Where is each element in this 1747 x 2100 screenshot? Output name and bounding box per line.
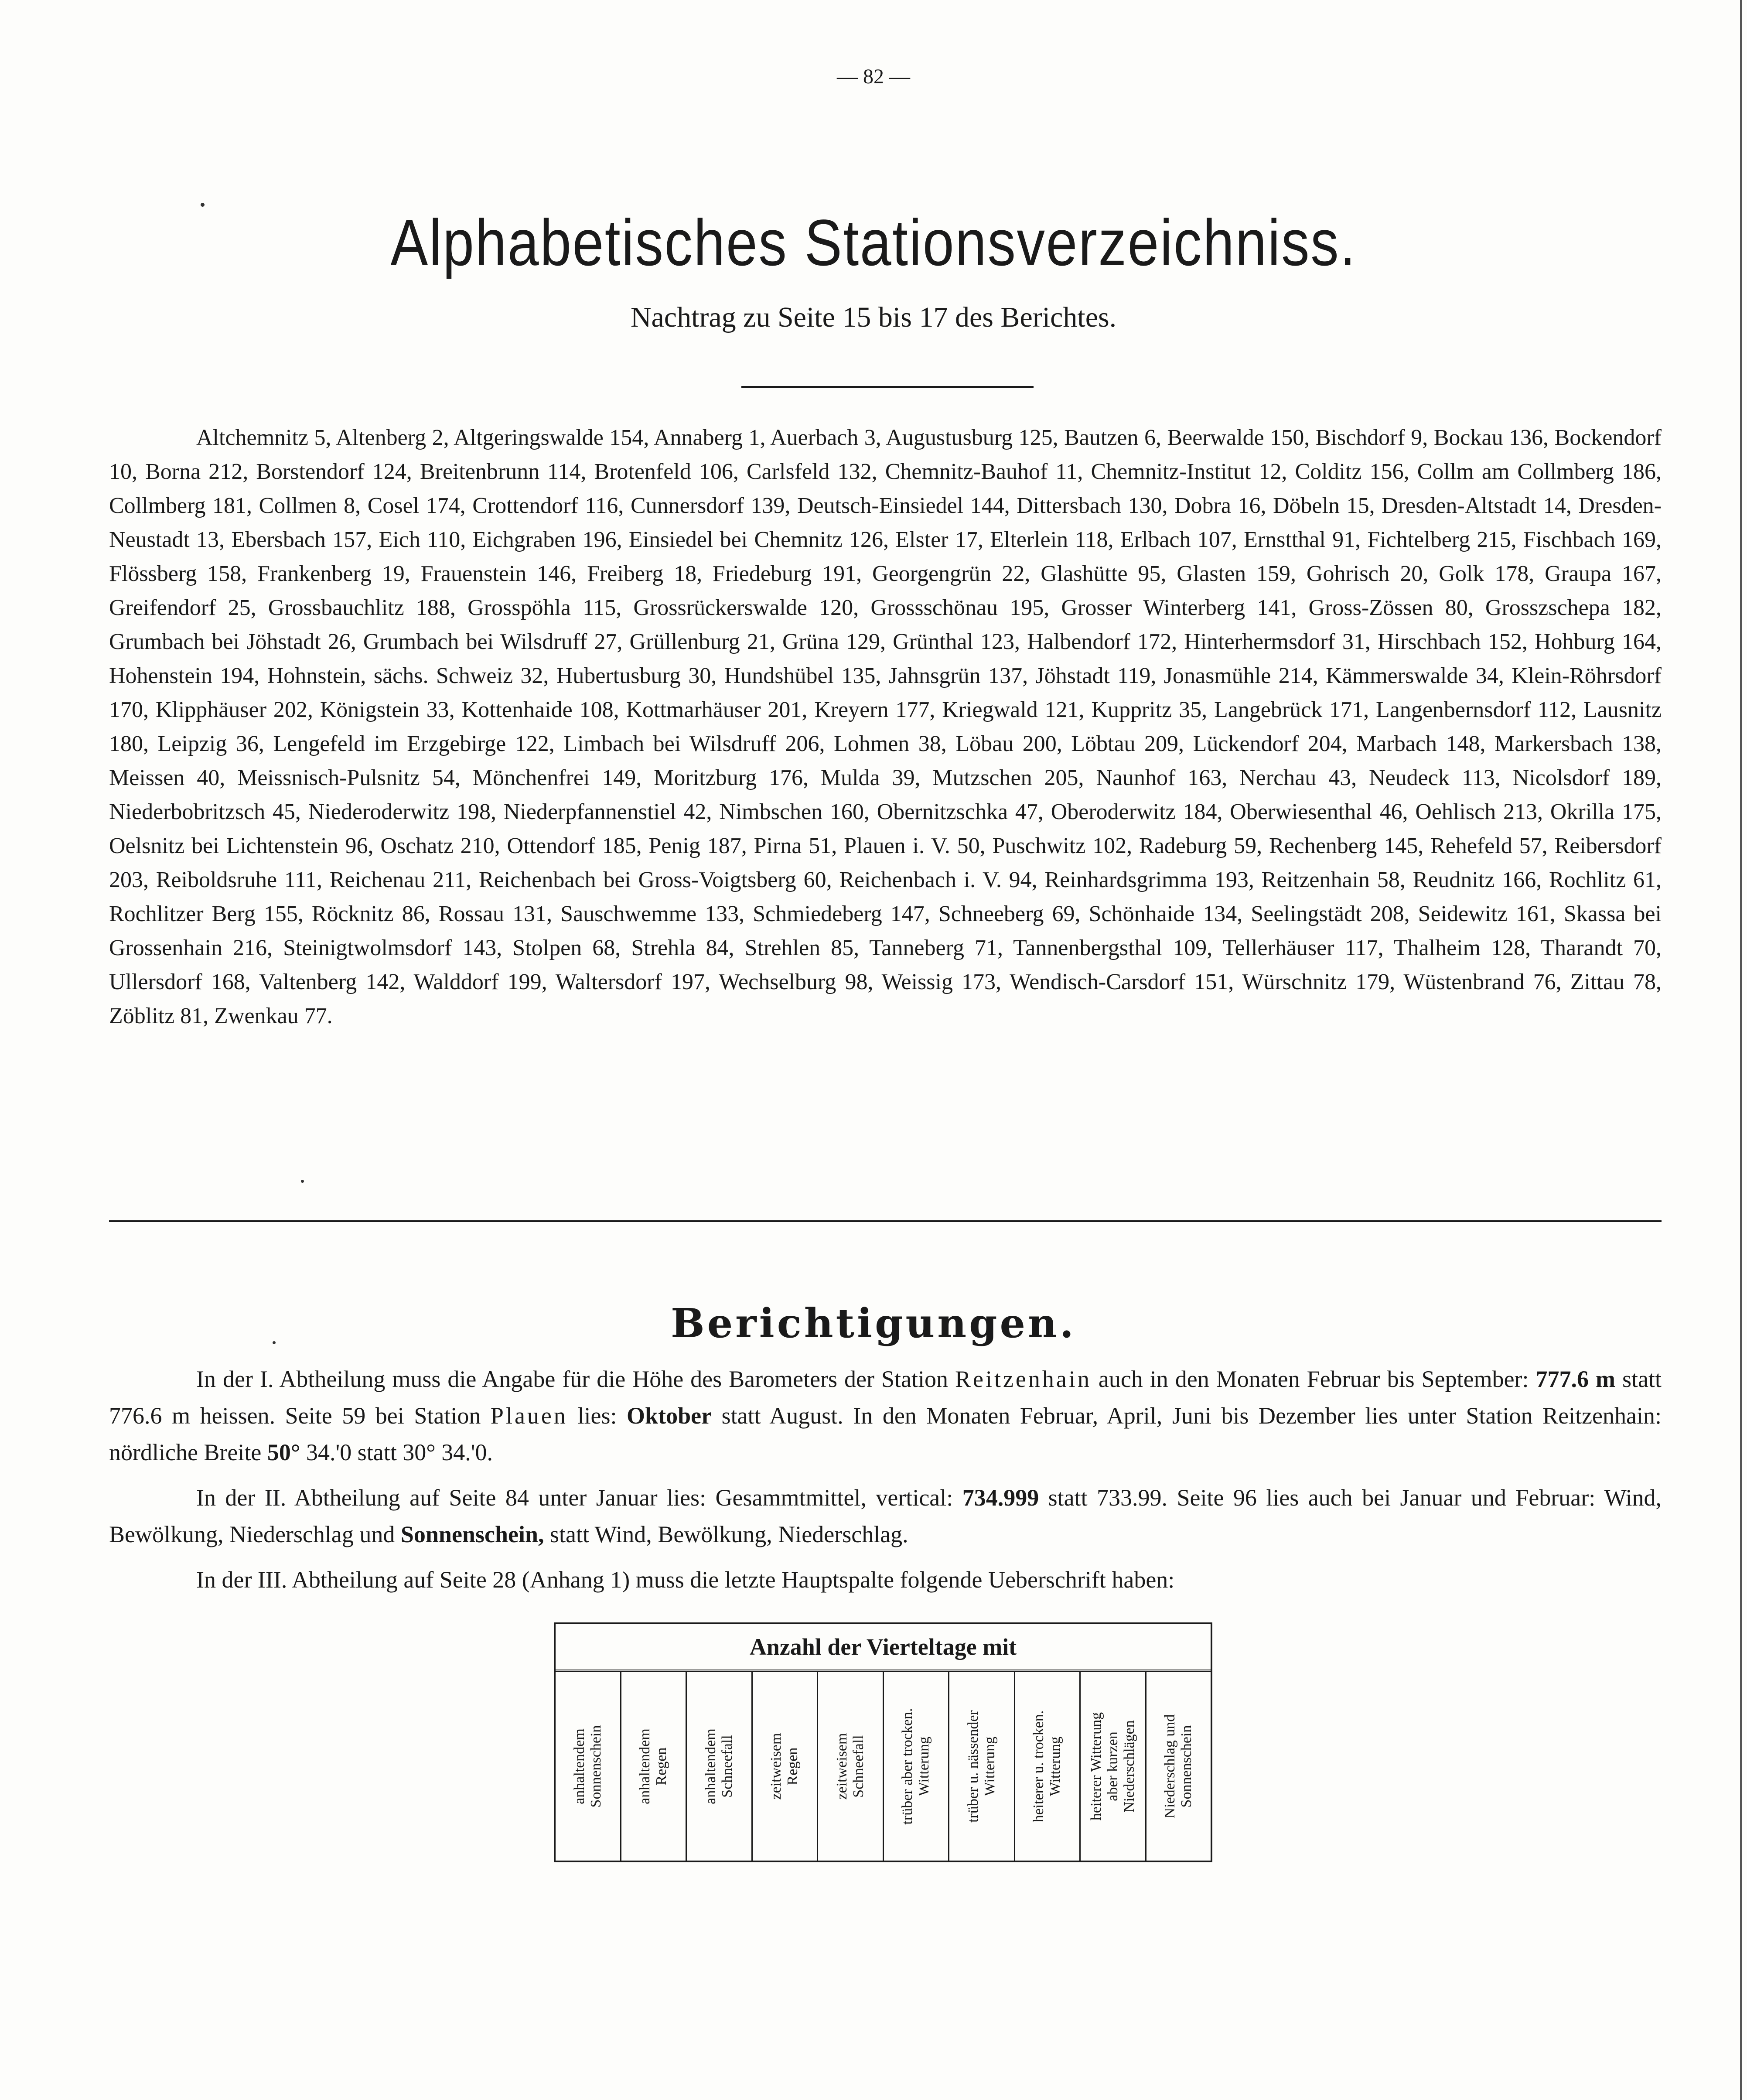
print-speck (201, 203, 205, 207)
column-header-label: heiterer Witterung aber kurzen Niederschlägen (1088, 1712, 1137, 1821)
print-speck (273, 1341, 276, 1344)
corrections-body (109, 1361, 1662, 1607)
page-subtitle: Nachtrag zu Seite 15 bis 17 des Berichtes. (630, 301, 1117, 333)
table-column (1146, 1672, 1211, 1861)
table-column (1015, 1672, 1081, 1861)
section-divider (109, 1220, 1662, 1222)
correction-paragraph-3: In der III. Abtheilung auf Seite 28 (Anhang 1) muss die letzte Hauptspalte folgende Ueberschrift haben: (196, 1567, 1175, 1593)
column-header-label: Niederschlag und Sonnenschein (1162, 1714, 1195, 1819)
corrections-heading: Berichtigungen. (671, 1300, 1076, 1347)
print-speck (1740, 0, 1742, 2100)
table-column (884, 1672, 950, 1861)
correction-paragraph-1: In der I. Abtheilung muss die Angabe für die Höhe des Barometers der Station Reitzenhain auch in den Monaten Februar bis September: 777.6 m statt 776.6 m heissen. Seite 59 bei Station Plauen lies: Oktober statt August. In den Monaten Februar, April, Juni bis Dezember lies unter Station Reitzenhain: nördliche Breite 50° 34.'0 statt 30° 34.'0. (109, 1366, 1662, 1465)
title-divider (741, 386, 1034, 388)
column-header-table (554, 1622, 1212, 1862)
column-header-label: trüber u. nässender Witterung (965, 1710, 998, 1823)
table-column (621, 1672, 687, 1861)
correction-paragraph-2: In der II. Abtheilung auf Seite 84 unter Januar lies: Gesammtmittel, vertical: 734.999 statt 733.99. Seite 96 lies auch bei Januar und Februar: Wind, Bewölkung, Niederschlag und Sonnenschein, statt Wind, Bewölkung, Niederschlag. (109, 1485, 1662, 1547)
table-column (818, 1672, 884, 1861)
column-header-label: anhaltendem Regen (637, 1728, 670, 1804)
station-index-text: Altchemnitz 5, Altenberg 2, Altgeringswalde 154, Annaberg 1, Auerbach 3, Augustusburg 125, Bautzen 6, Beerwalde 150, Bischdorf 9, Bockau 136, Bockendorf 10, Borna 212, Borstendorf 124, Breitenbrunn 114, Brotenfeld 106, Carlsfeld 132, Chemnitz-Bauhof 11, Chemnitz-Institut 12, Colditz 156, Collm am Collmberg 186, Collmberg 181, Collmen 8, Cosel 174, Crottendorf 116, Cunnersdorf 139, Deutsch-Einsiedel 144, Dittersbach 130, Dobra 16, Döbeln 15, Dresden-Altstadt 14, Dresden-Neustadt 13, Ebersbach 157, Eich 110, Eichgraben 196, Einsiedel bei Chemnitz 126, Elster 17, Elterlein 118, Erlbach 107, Ernstthal 91, Fichtelberg 215, Fischbach 169, Flössberg 158, Frankenberg 19, Frauenstein 146, Freiberg 18, Friedeburg 191, Georgengrün 22, Glashütte 95, Glasten 159, Gohrisch 20, Golk 178, Graupa 167, Greifendorf 25, Grossbauchlitz 188, Grosspöhla 115, Grossrückerswalde 120, Grossschönau 195, Grosser Winterberg 141, Gross-Zössen 80, Grosszschepa 182, Grumbach bei Jöhstadt 26, Grumbach bei Wilsdruff 27, Grüllenburg 21, Grüna 129, Grünthal 123, Halbendorf 172, Hinterhermsdorf 31, Hirschbach 152, Hohburg 164, Hohenstein 194, Hohnstein, sächs. Schweiz 32, Hubertusburg 30, Hundshübel 135, Jahnsgrün 137, Jöhstadt 119, Jonasmühle 214, Kämmerswalde 34, Klein-Röhrsdorf 170, Klipphäuser 202, Königstein 33, Kottenhaide 108, Kottmarhäuser 201, Kreyern 177, Kriegwald 121, Kuppritz 35, Langebrück 171, Langenbernsdorf 112, Lausnitz 180, Leipzig 36, Lengefeld im Erzgebirge 122, Limbach bei Wilsdruff 206, Lohmen 38, Löbau 200, Löbtau 209, Lückendorf 204, Marbach 148, Markersbach 138, Meissen 40, Meissnisch-Pulsnitz 54, Mönchenfrei 149, Moritzburg 176, Mulda 39, Mutzschen 205, Naunhof 163, Nerchau 43, Neudeck 113, Nicolsdorf 189, Niederbobritzsch 45, Niederoderwitz 198, Niederpfannenstiel 42, Nimbschen 160, Obernitzschka 47, Oberoderwitz 184, Oberwiesenthal 46, Oehlisch 213, Okrilla 175, Oelsnitz bei Lichtenstein 96, Oschatz 210, Ottendorf 185, Penig 187, Pirna 51, Plauen i. V. 50, Puschwitz 102, Radeburg 59, Rechenberg 145, Rehefeld 57, Reibersdorf 203, Reiboldsruhe 111, Reichenau 211, Reichenbach bei Gross-Voigtsberg 60, Reichenbach i. V. 94, Reinhardsgrimma 193, Reitzenhain 58, Reudnitz 166, Rochlitz 61, Rochlitzer Berg 155, Röcknitz 86, Rossau 131, Sauschwemme 133, Schmiedeberg 147, Schneeberg 69, Schönhaide 134, Seelingstädt 208, Seidewitz 161, Skassa bei Grossenhain 216, Steinigtwolmsdorf 143, Stolpen 68, Strehla 84, Strehlen 85, Tanneberg 71, Tannenbergsthal 109, Tellerhäuser 117, Thalheim 128, Tharandt 70, Ullersdorf 168, Valtenberg 142, Walddorf 199, Waltersdorf 197, Wechselburg 98, Weissig 173, Wendisch-Carsdorf 151, Würschnitz 179, Wüstenbrand 76, Zittau 78, Zöblitz 81, Zwenkau 77. (109, 425, 1662, 1028)
table-column (687, 1672, 753, 1861)
column-header-label: trüber aber trocken. Witterung (899, 1708, 932, 1825)
table-column (556, 1672, 621, 1861)
column-header-label: zeitweisem Regen (768, 1733, 801, 1800)
table-column (949, 1672, 1015, 1861)
column-header-label: anhaltendem Sonnenschein (571, 1725, 604, 1808)
page-number: — 82 — (837, 65, 910, 88)
table-columns (556, 1672, 1211, 1861)
column-header-label: anhaltendem Schneefall (702, 1728, 735, 1804)
print-speck (301, 1180, 304, 1183)
page-title: Alphabetisches Stationsverzeichniss. (390, 206, 1357, 279)
column-header-label: zeitweisem Schneefall (833, 1733, 867, 1800)
table-title: Anzahl der Vierteltage mit (556, 1624, 1211, 1672)
table-column (753, 1672, 819, 1861)
column-header-label: heiterer u. trocken. Witterung (1030, 1710, 1064, 1823)
table-column (1081, 1672, 1146, 1861)
